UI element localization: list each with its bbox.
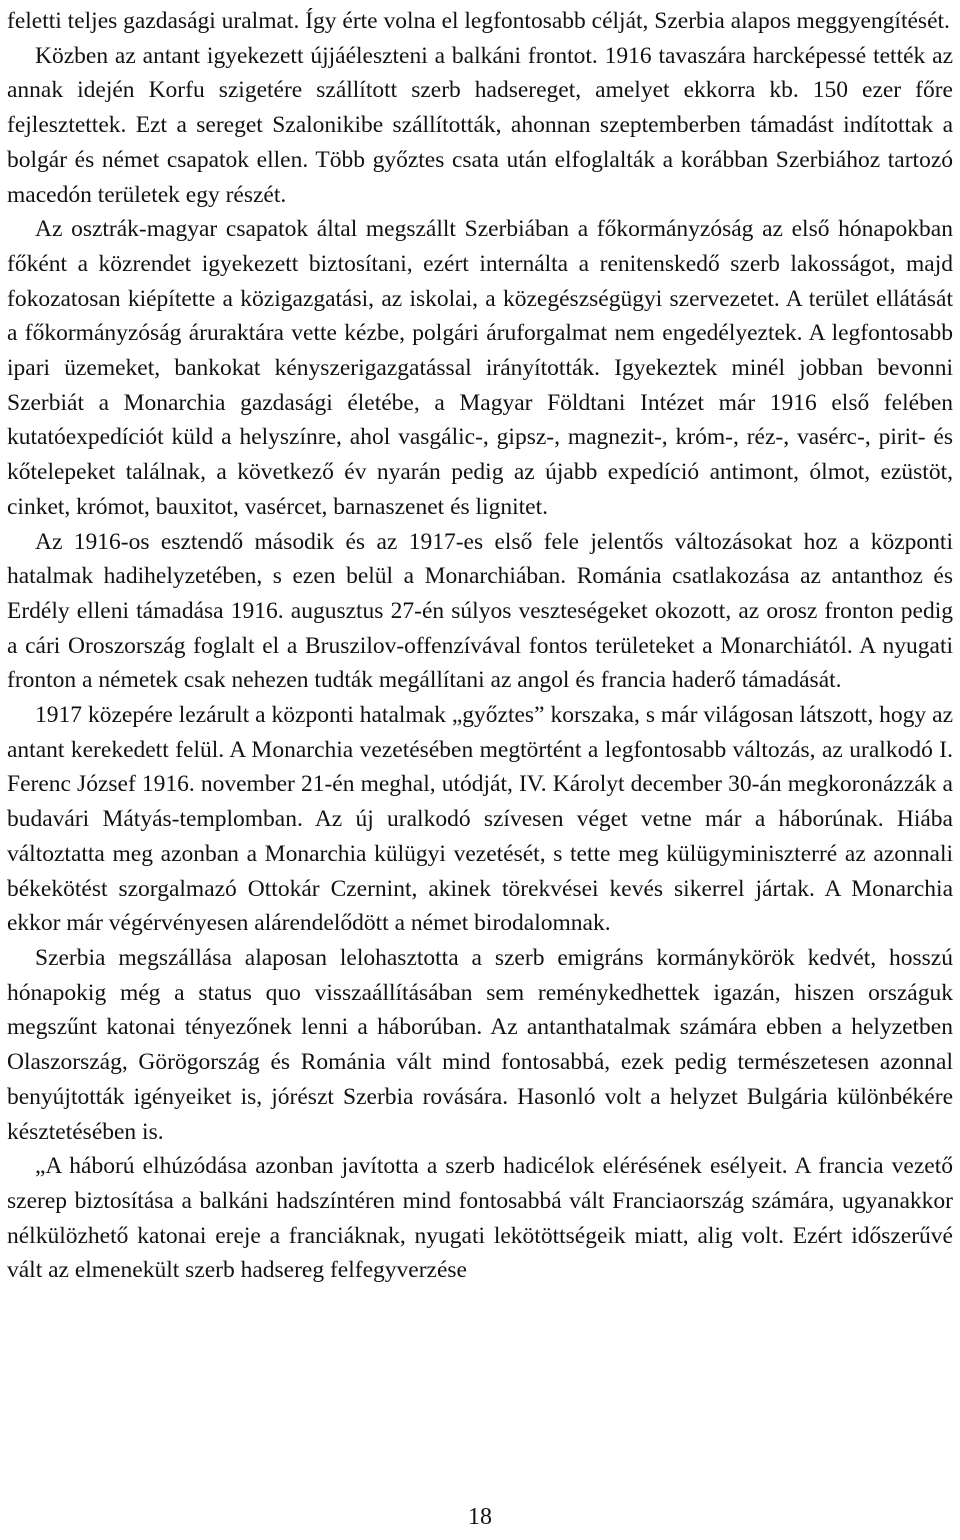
body-text (7, 4, 953, 1288)
paragraph-antant-balkan-front: Közben az antant igyekezett újjáéleszteni a balkáni frontot. 1916 tavaszára harcképessé tették az annak idején Korfu szigetére szállított szerb hadsereget, amelyet ekkorra kb. 150 ezer főre fejlesztettek. Ezt a sereget Szalonikibe szállították, ahonnan szeptemberben támadást indítottak a bolgár és német csapatok ellen. Több győztes csata után elfoglalták a korábban Szerbiához tartozó macedón területek egy részét. (7, 42, 953, 208)
paragraph-1916-1917-changes: Az 1916-os esztendő második és az 1917-es első fele jelentős változásokat hoz a központi hatalmak hadihelyzetében, s ezen belül a Monarchiában. Románia csatlakozása az antanthoz és Erdély elleni támadása 1916. augusztus 27-én súlyos veszteségeket okozott, az orosz fronton pedig a cári Oroszország foglalt el a Bruszilov-offenzívával fontos területeket a Monarchiától. A nyugati fronton a németek csak nehezen tudták megállítani az angol és francia haderő támadását. (7, 528, 953, 694)
paragraph-occupied-serbia: Az osztrák-magyar csapatok által megszállt Szerbiában a főkormányzóság az első hónapokban főként a közrendet igyekezett biztosítani, ezért internálta a renitenskedő szerb lakosságot, majd fokozatosan kiépítette a közigazgatási, az iskolai, a közegészségügyi szervezetet. A terület ellátását a főkormányzóság áruraktára vette kézbe, polgári áruforgalmat nem engedélyeztek. A legfontosabb ipari üzemeket, bankokat kényszerigazgatással irányították. Igyekeztek minél jobban bevonni Szerbiát a Monarchia gazdasági életébe, a Magyar Földtani Intézet már 1916 első felében kutatóexpedíciót küld a helyszínre, ahol vasgálic-, gipsz-, magnezit-, króm-, réz-, vasérc-, pirit- és kőtelepeket találnak, a következő év nyarán pedig az újabb expedíció antimont, ólmot, ezüstöt, cinket, krómot, bauxitot, vasércet, barnaszenet és lignitet. (7, 216, 953, 520)
page-number: 18 (468, 1504, 492, 1530)
paragraph-1917-monarchy: 1917 közepére lezárult a központi hatalmak „győztes” korszaka, s már világosan látszott, hogy az antant kerekedett felül. A Monarchia vezetésében megtörtént a legfontosabb változás, az uralkodó I. Ferenc József 1916. november 21-én meghal, utódját, IV. Károlyt december 30-án megkoronázzák a budavári Mátyás-templomban. Az új uralkodó szívesen véget vetne már a háborúnak. Hiába változtatta meg azonban a Monarchia külügyi vezetését, s tette meg külügyminiszterré az azonnali békekötést szorgalmazó Ottokár Czernint, akinek törekvései kevés sikerrel jártak. A Monarchia ekkor már végérvényesen alárendelődött a német birodalomnak. (7, 702, 953, 937)
paragraph-serb-emigrant-government: Szerbia megszállása alaposan lelohasztotta a szerb emigráns kormánykörök kedvét, hosszú hónapokig még a status quo visszaállításában sem reménykedhettek igazán, hiszen országuk megszűnt katonai tényezőnek lenni a háborúban. Az antanthatalmak számára ebben a helyzetben Olaszország, Görögország és Románia vált mind fontosabbá, ezek pedig természetesen azonnal benyújtották igényeiket is, jórészt Szerbia rovására. Hasonló volt a helyzet Bulgária különbékére késztetésében is. (7, 944, 953, 1145)
paragraph-continuation: feletti teljes gazdasági uralmat. Így érte volna el legfontosabb célját, Szerbia alapos meggyengítését. (7, 8, 950, 34)
paragraph-quotation-war-prolongation: „A háború elhúzódása azonban javította a szerb hadicélok elérésének esélyeit. A francia vezető szerep biztosítása a balkáni hadszíntéren mind fontosabbá vált Franciaország számára, ugyanakkor nélkülözhető katonai ereje a franciáknak, nyugati lekötöttségeik miatt, alig volt. Ezért időszerűvé vált az elmenekült szerb hadsereg felfegyverzése (7, 1153, 953, 1284)
